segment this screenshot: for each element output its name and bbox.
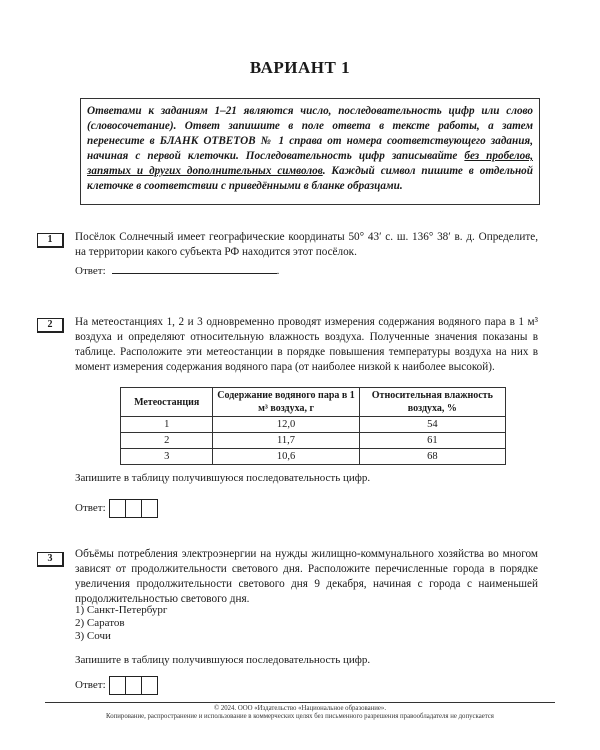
table-cell: 2 <box>121 433 213 449</box>
answer-cells[interactable] <box>110 499 158 518</box>
instructions-underlined: без пробелов, запятых и других дополнительных символов <box>87 150 533 177</box>
answer-cells[interactable] <box>110 676 158 695</box>
answer-label: Ответ: <box>75 679 106 692</box>
table-cell: 3 <box>121 449 213 465</box>
answer-label: Ответ: <box>75 265 106 277</box>
table-row <box>121 417 506 433</box>
answer-label: Ответ: <box>75 502 106 515</box>
option-2: 2) Саратов <box>75 617 125 629</box>
task-2-instruction: Запишите в таблицу получившуюся последовательность цифр. <box>75 472 371 484</box>
table-cell: 10,6 <box>213 449 359 465</box>
table-header-cell: Содержание водяного пара в 1 м³ воздуха, г <box>213 388 359 417</box>
footer-notice: Копирование, распространение и использование в коммерческих целях без письменного разрешения правообладателя не допускается <box>106 713 494 720</box>
table-header-cell: Метеостанция <box>121 388 213 417</box>
option-3: 3) Сочи <box>75 630 111 642</box>
answer-end: . <box>276 265 280 277</box>
table-row <box>121 449 506 465</box>
task-2-answer <box>75 499 158 518</box>
table-header-cell: Относительная влажность воздуха, % <box>359 388 505 417</box>
task-1-text: Посёлок Солнечный имеет географические координаты 50° 43′ с. ш. 136° 38′ в. д. Определите, на территории какого субъекта РФ находится этот посёлок. <box>75 231 538 258</box>
task-3-text: Объёмы потребления электроэнергии на нужды жилищно-коммунального хозяйства во многом зависят от продолжительности светового дня. Расположите перечисленные города в порядке увеличения продолжительности светового дня 9 декабря, начиная с города с наименьшей продолжительностью светового дня. <box>75 548 538 605</box>
table-cell: 11,7 <box>213 433 359 449</box>
instructions-text: Ответами к заданиям 1–21 являются число, последовательность цифр или слово (словосочетание). Ответ запишите в поле ответа в тексте работы, а затем перенесите в БЛАНК ОТВЕТОВ № 1 справа от номера соответствующего задания, начиная с первой клеточки. Последовательность цифр записывайте <box>87 105 533 162</box>
footer-copyright: © 2024. ООО «Издательство «Национальное образование». <box>213 705 387 712</box>
table-cell: 12,0 <box>213 417 359 433</box>
table-row <box>121 433 506 449</box>
answer-field[interactable] <box>112 263 277 274</box>
footer-divider <box>45 702 555 703</box>
task-number-2: 2 <box>37 318 64 333</box>
task-3-answer <box>75 676 158 695</box>
option-1: 1) Санкт-Петербург <box>75 604 168 616</box>
table-cell: 61 <box>359 433 505 449</box>
table-cell: 1 <box>121 417 213 433</box>
instructions-text-end: . Каждый символ пишите в отдельной клеточке в соответствии с приведёнными в бланке образцами. <box>87 165 533 192</box>
data-table <box>120 387 506 465</box>
table-header <box>121 388 506 417</box>
task-number-3: 3 <box>37 552 64 567</box>
task-1-answer <box>75 263 279 277</box>
task-3-instruction: Запишите в таблицу получившуюся последовательность цифр. <box>75 654 371 666</box>
page-title: ВАРИАНТ 1 <box>249 58 351 77</box>
table-cell: 54 <box>359 417 505 433</box>
instructions-box <box>80 98 540 205</box>
task-2-text: На метеостанциях 1, 2 и 3 одновременно проводят измерения содержания водяного пара в 1 м³ воздуха и определяют относительную влажность воздуха. Полученные значения показаны в таблице. Расположите эти метеостанции в порядке повышения температуры воздуха на них в момент измерения содержания водяного пара (от наиболее низкой к наиболее высокой). <box>75 316 538 373</box>
table-cell: 68 <box>359 449 505 465</box>
task-number-1: 1 <box>37 233 64 248</box>
